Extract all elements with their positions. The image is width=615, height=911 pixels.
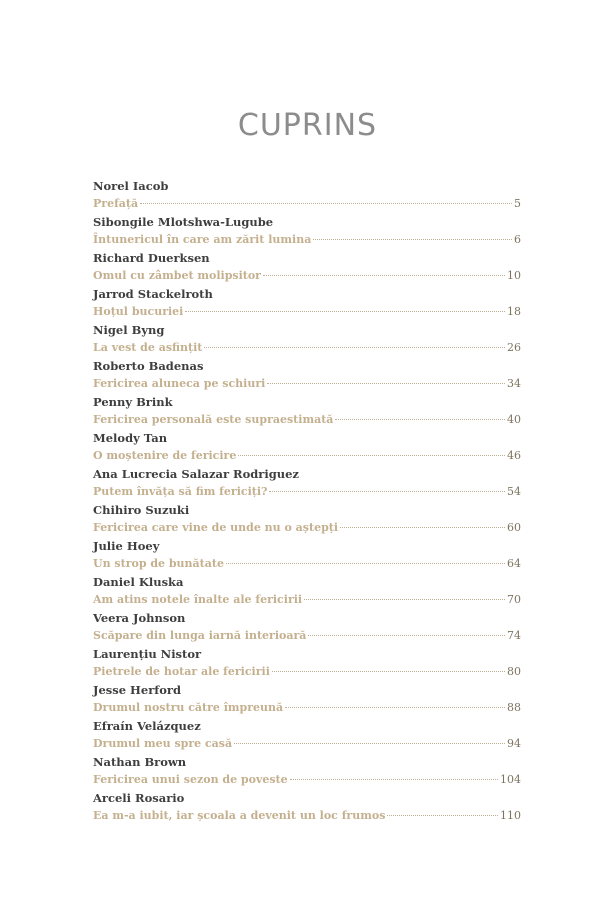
toc-leader-dots xyxy=(269,491,505,492)
toc-line[interactable] xyxy=(93,699,521,717)
toc-line[interactable] xyxy=(93,195,521,213)
toc-leader-dots xyxy=(387,815,498,816)
toc-title[interactable]: Am atins notele înalte ale fericirii xyxy=(93,593,303,606)
toc-page-number: 40 xyxy=(507,413,521,426)
toc-line[interactable] xyxy=(93,663,521,681)
toc-line[interactable] xyxy=(93,231,521,249)
toc-entry xyxy=(93,285,521,321)
toc-entry xyxy=(93,501,521,537)
toc-author: Veera Johnson xyxy=(93,611,186,625)
toc-title[interactable]: Prefață xyxy=(93,197,139,210)
toc-author: Jarrod Stackelroth xyxy=(93,287,213,301)
toc-entry xyxy=(93,681,521,717)
toc-line[interactable] xyxy=(93,303,521,321)
toc-leader-dots xyxy=(335,419,505,420)
toc-page-number: 34 xyxy=(507,377,521,390)
toc-author: Arceli Rosario xyxy=(93,791,185,805)
toc-entry xyxy=(93,573,521,609)
toc-line[interactable] xyxy=(93,627,521,645)
toc-author: Melody Tan xyxy=(93,431,168,445)
toc-page-number: 6 xyxy=(514,233,521,246)
toc-page-number: 26 xyxy=(507,341,521,354)
toc-title[interactable]: Ea m-a iubit, iar școala a devenit un loc frumos xyxy=(93,809,386,822)
toc-line[interactable] xyxy=(93,807,521,825)
toc-leader-dots xyxy=(290,779,498,780)
toc-leader-dots xyxy=(238,455,505,456)
toc-entry xyxy=(93,753,521,789)
toc-leader-dots xyxy=(185,311,505,312)
toc-title[interactable]: Fericirea aluneca pe schiuri xyxy=(93,377,266,390)
toc-title[interactable]: Putem învăța să fim fericiți? xyxy=(93,485,268,498)
toc-line[interactable] xyxy=(93,447,521,465)
toc-author: Penny Brink xyxy=(93,395,173,409)
toc-page-number: 110 xyxy=(500,809,521,822)
toc-leader-dots xyxy=(140,203,512,204)
toc-entry xyxy=(93,177,521,213)
toc-author: Chihiro Suzuki xyxy=(93,503,190,517)
toc-line[interactable] xyxy=(93,375,521,393)
toc-line[interactable] xyxy=(93,483,521,501)
toc-page-number: 70 xyxy=(507,593,521,606)
toc-page-number: 10 xyxy=(507,269,521,282)
toc-entry xyxy=(93,789,521,825)
toc-entry xyxy=(93,249,521,285)
toc-leader-dots xyxy=(263,275,505,276)
toc-author: Richard Duerksen xyxy=(93,251,210,265)
toc-entry xyxy=(93,321,521,357)
toc-author: Daniel Kluska xyxy=(93,575,184,589)
page-title: CUPRINS xyxy=(237,108,378,143)
toc-page-number: 104 xyxy=(500,773,521,786)
toc-line[interactable] xyxy=(93,735,521,753)
toc-leader-dots xyxy=(267,383,505,384)
table-of-contents xyxy=(93,177,521,825)
toc-page-number: 46 xyxy=(507,449,521,462)
toc-leader-dots xyxy=(340,527,505,528)
toc-page-number: 60 xyxy=(507,521,521,534)
toc-entry xyxy=(93,537,521,573)
toc-author: Roberto Badenas xyxy=(93,359,204,373)
toc-leader-dots xyxy=(313,239,512,240)
toc-title[interactable]: O moștenire de fericire xyxy=(93,449,237,462)
toc-page-number: 74 xyxy=(507,629,521,642)
toc-entry xyxy=(93,717,521,753)
toc-title[interactable]: Întunericul în care am zărit lumina xyxy=(93,233,312,246)
toc-leader-dots xyxy=(204,347,505,348)
toc-title[interactable]: Omul cu zâmbet molipsitor xyxy=(93,269,261,282)
toc-page-number: 80 xyxy=(507,665,521,678)
toc-leader-dots xyxy=(285,707,505,708)
toc-entry xyxy=(93,357,521,393)
toc-entry xyxy=(93,609,521,645)
toc-line[interactable] xyxy=(93,411,521,429)
toc-title[interactable]: Drumul meu spre casă xyxy=(93,737,233,750)
toc-author: Efraín Velázquez xyxy=(93,719,201,733)
toc-line[interactable] xyxy=(93,339,521,357)
toc-title[interactable]: La vest de asfințit xyxy=(93,341,203,354)
toc-leader-dots xyxy=(304,599,505,600)
toc-page-number: 18 xyxy=(507,305,521,318)
toc-page-number: 94 xyxy=(507,737,521,750)
toc-page-number: 64 xyxy=(507,557,521,570)
toc-title[interactable]: Fericirea personală este supraestimată xyxy=(93,413,334,426)
toc-title[interactable]: Scăpare din lunga iarnă interioară xyxy=(93,629,307,642)
toc-title[interactable]: Drumul nostru către împreună xyxy=(93,701,284,714)
toc-entry xyxy=(93,393,521,429)
toc-author: Norel Iacob xyxy=(93,179,169,193)
toc-title[interactable]: Hoțul bucuriei xyxy=(93,305,184,318)
toc-line[interactable] xyxy=(93,591,521,609)
toc-line[interactable] xyxy=(93,519,521,537)
toc-entry xyxy=(93,429,521,465)
toc-author: Nathan Brown xyxy=(93,755,187,769)
toc-leader-dots xyxy=(308,635,505,636)
toc-entry xyxy=(93,645,521,681)
toc-line[interactable] xyxy=(93,555,521,573)
toc-line[interactable] xyxy=(93,771,521,789)
toc-entry xyxy=(93,213,521,249)
toc-author: Nigel Byng xyxy=(93,323,165,337)
toc-author: Sibongile Mlotshwa-Lugube xyxy=(93,215,274,229)
toc-line[interactable] xyxy=(93,267,521,285)
toc-title[interactable]: Fericirea care vine de unde nu o aștepți xyxy=(93,521,339,534)
toc-author: Ana Lucrecia Salazar Rodriguez xyxy=(93,467,299,481)
toc-page-number: 54 xyxy=(507,485,521,498)
toc-title[interactable]: Pietrele de hotar ale fericirii xyxy=(93,665,270,678)
toc-page-number: 5 xyxy=(514,197,521,210)
toc-page-number: 88 xyxy=(507,701,521,714)
toc-title[interactable]: Un strop de bunătate xyxy=(93,557,224,570)
toc-leader-dots xyxy=(272,671,505,672)
toc-leader-dots xyxy=(234,743,505,744)
toc-title[interactable]: Fericirea unui sezon de poveste xyxy=(93,773,288,786)
toc-leader-dots xyxy=(226,563,505,564)
toc-author: Laurențiu Nistor xyxy=(93,647,202,661)
toc-entry xyxy=(93,465,521,501)
toc-author: Jesse Herford xyxy=(93,683,181,697)
toc-author: Julie Hoey xyxy=(93,539,160,553)
